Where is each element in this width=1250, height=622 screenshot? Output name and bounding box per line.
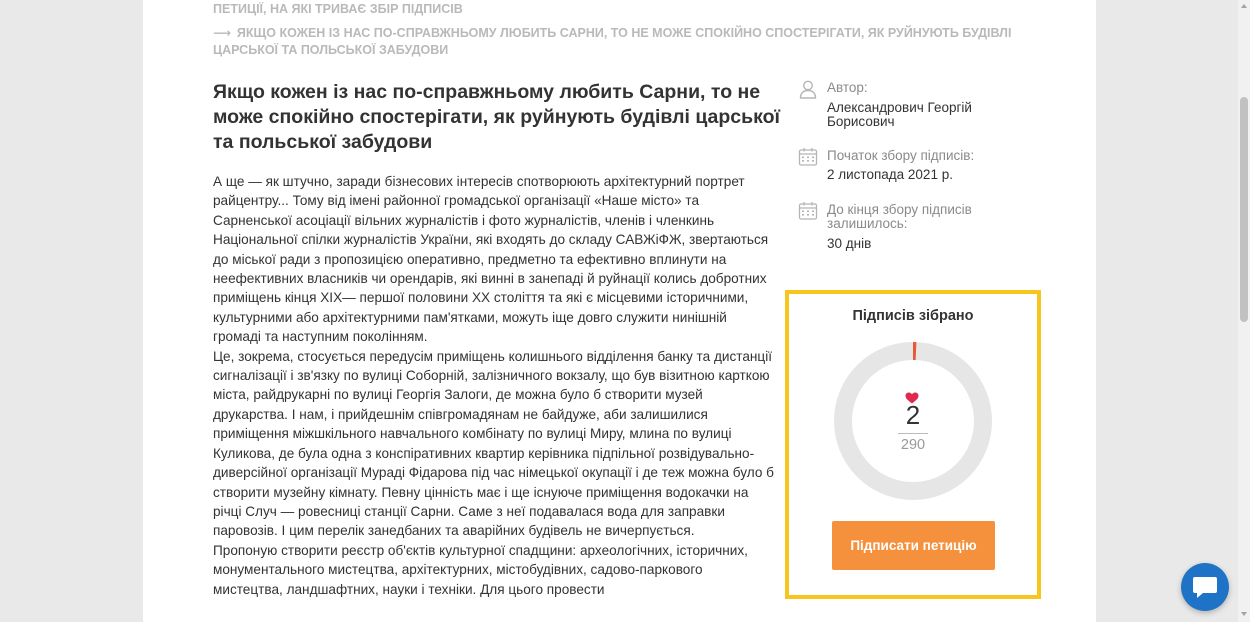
user-icon — [798, 79, 818, 99]
breadcrumb-current-label: ЯКЩО КОЖЕН ІЗ НАС ПО-СПРАВЖНЬОМУ ЛЮБИТЬ САРНИ, ТО НЕ МОЖЕ СПОКІЙНО СПОСТЕРІГАТИ, ЯК РУЙНУЮТЬ БУДІВЛІ ЦАРСЬКОЇ ТА ПОЛЬСЬКОЇ ЗАБУДОВИ — [213, 26, 1012, 57]
scroll-down-arrow-icon[interactable] — [1241, 612, 1247, 616]
scrollbar[interactable] — [1238, 0, 1250, 622]
petition-title: Якщо кожен із нас по-справжньому любить Сарни, то не може спокійно спостерігати, як руйнують будівлі царської та польської забудови — [213, 81, 781, 153]
author-name: Александрович Георгій Борисович — [827, 100, 972, 129]
petition-paragraph: А ще — як штучно, заради бізнесових інтересів спотворюють архітектурний портрет райцентру... Тому від імені районної громадської організації «Наше місто» та Сарненської асоціації вільних журналістів і фото журналістів, членів і членкинь Національної спілки журналістів України, які входять до складу САВЖіФЖ, звертаються до міської ради з пропозицією оперативно, предметно та ефективно вплинути на неефективних власників чи орендарів, які винні в занепаді й руйнації колись добротних приміщень кінця XIX— першої половини XX століття та які є місцевими історичними, культурними або архітектурними пам'ятками, можуть іще довго служити нинішній громаді та наступним поколінням. — [213, 174, 769, 345]
scrollbar-thumb[interactable] — [1240, 97, 1248, 322]
meta-remaining — [798, 201, 1028, 257]
calendar-icon — [798, 147, 818, 167]
signatures-title: Підписів зібрано — [852, 308, 974, 324]
scroll-up-arrow-icon[interactable] — [1241, 4, 1247, 8]
petition-paragraph: Це, зокрема, стосується передусім приміщень колишнього відділення банку та дистанції сигналізації і зв'язку по вулиці Соборній, залізничного вокзалу, що був візитною карткою міста, райдрукарні по вулиці Георгія Залоги, де можна було б створити музей друкарства. І нам, і прийдешнім співгромадянам не байдуже, аби залишилися приміщення міжшкільного навчального комбінату по вулиці Миру, млина по вулиці Куликова, де була одна з конспіративних квартир керівника підпільної розвідувально-диверсійної організації Мураді Фідарова під час німецької окупації і де теж можна було б створити музейну кімнату. Певну цінність має і ще існуюче приміщення водокачки на річці Случ — ровесниці станції Сарни. Саме з неї подавалася вода для заправки паровозів. І цим перелік занедбаних та аварійних будівель не вичерпується. — [213, 348, 774, 539]
meta-author — [798, 79, 1028, 129]
start-date-label: Початок збору підписів: — [827, 148, 975, 163]
petition-paragraph: Пропоную створити реєстр об'єктів культурної спадщини: археологічних, історичних, монументального мистецтва, архітектурних, містобудівних, садово-паркового мистецтва, ландшафтних, науки і техніки. Для цього провести — [213, 542, 748, 597]
breadcrumb-parent-link[interactable]: ПЕТИЦІЇ, НА ЯКІ ТРИВАЄ ЗБІР ПІДПИСІВ — [213, 2, 463, 16]
remaining-label: До кінця збору підписів залишилось: — [827, 202, 972, 231]
signature-goal: 290 — [900, 437, 926, 453]
page-content — [143, 0, 1096, 622]
arrow-right-icon: ⟶ — [213, 26, 231, 40]
signatures-gauge — [832, 340, 994, 502]
breadcrumb-current — [213, 25, 1013, 59]
gauge-divider — [898, 433, 928, 434]
calendar-icon — [798, 201, 818, 221]
chat-button[interactable] — [1181, 563, 1229, 611]
petition-body — [213, 172, 775, 599]
meta-start-date — [798, 147, 1028, 187]
sign-petition-button[interactable]: Підписати петицію — [832, 521, 995, 570]
signatures-box — [785, 290, 1041, 599]
start-date-value: 2 листопада 2021 р. — [827, 167, 953, 182]
author-label: Автор: — [827, 80, 868, 95]
chat-icon — [1192, 574, 1218, 600]
remaining-value: 30 днів — [827, 236, 872, 251]
signature-count: 2 — [905, 400, 921, 430]
